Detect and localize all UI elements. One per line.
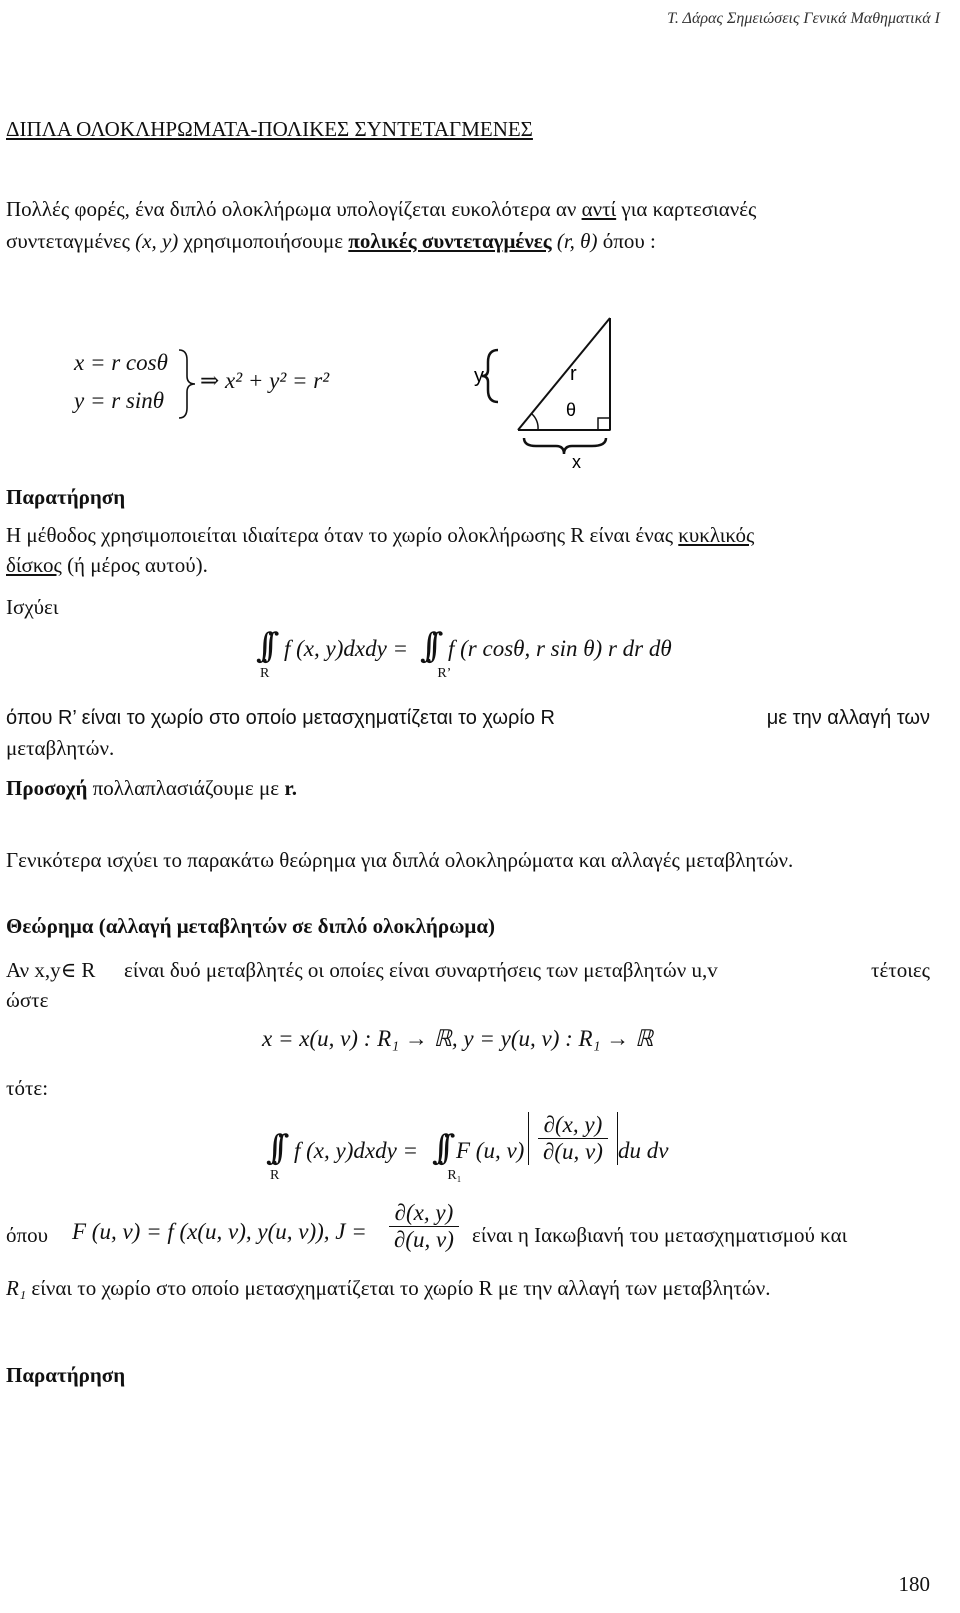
holds-label: Ισχύει xyxy=(6,595,59,619)
jacobian-abs xyxy=(528,1112,618,1165)
care-note xyxy=(6,773,297,803)
intro-line-1 xyxy=(6,194,756,224)
page-number: 180 xyxy=(898,1572,930,1596)
then-label: τότε: xyxy=(6,1076,49,1100)
mapping-formula: x = x(u, v) : R₁ → ℝ, y = y(u, v) : R₁ → ℝ xyxy=(262,1026,654,1051)
rhs-F: F (u, v) xyxy=(456,1138,525,1163)
care-bold: Προσοχή xyxy=(6,776,88,800)
jacobian-fraction xyxy=(537,1112,609,1165)
rhs-differentials: du dv xyxy=(618,1138,669,1163)
double-integral-sign-lhs-2: ∫∫ xyxy=(266,1128,278,1168)
figure-y-label: y xyxy=(474,365,484,387)
lhs-region-2: R xyxy=(270,1168,280,1183)
theorem-line-1a: Αν x,y∈ R xyxy=(6,958,96,982)
region-text: είναι το χωρίο στο οποίο μετασχηματίζεται το χωρίο R με την αλλαγή των μεταβλητών. xyxy=(26,1276,771,1300)
double-integral-sign-rhs: ∫∫ xyxy=(420,626,432,666)
change-of-variables-formula xyxy=(266,1108,706,1188)
intro-underlined-anti: αντί xyxy=(581,197,617,221)
rhs-region: R’ xyxy=(437,666,452,681)
remark-line-1 xyxy=(6,520,754,550)
double-integral-sign-lhs: ∫∫ xyxy=(256,626,268,666)
y-equation: y = r sinθ xyxy=(74,388,165,413)
double-integral-sign-rhs-2: ∫∫ xyxy=(432,1128,444,1168)
jacobian-description: είναι η Ιακωβιανή του μετασχηματισμού και xyxy=(472,1223,848,1247)
J-fraction xyxy=(388,1200,460,1253)
theorem-heading: Θεώρημα (αλλαγή μεταβλητών σε διπλό ολοκλήρωμα) xyxy=(6,914,496,938)
theta-arc xyxy=(532,414,538,430)
implies-equation: ⇒ x² + y² = r² xyxy=(200,368,330,393)
explain-line-1b: με την αλλαγή των xyxy=(766,707,930,729)
rhs-integrand: f (r cosθ, r sin θ) r dr dθ xyxy=(448,636,672,661)
remark-underlined-disk: δίσκος xyxy=(6,553,62,577)
intro-polar-term: πολικές συντεταγμένες xyxy=(348,229,552,253)
care-r: r. xyxy=(284,776,297,800)
theorem-line-2: ώστε xyxy=(6,988,49,1012)
remark-heading-1: Παρατήρηση xyxy=(6,485,126,509)
intro-line-2 xyxy=(6,226,656,256)
remark-heading-2: Παρατήρηση xyxy=(6,1363,126,1387)
rhs-region-2: R₁ xyxy=(447,1168,462,1183)
figure-r-label: r xyxy=(570,363,577,385)
polar-formula xyxy=(256,626,672,686)
y-brace xyxy=(482,350,498,402)
hypotenuse xyxy=(518,318,610,430)
explain-line-1a: όπου R’ είναι το χωρίο στο οποίο μετασχηματίζεται το χωρίο R xyxy=(6,707,555,729)
jacobian-numerator: ∂(x, y) xyxy=(538,1112,609,1139)
remark-line-2 xyxy=(6,550,208,580)
remark-text-a: Η μέθοδος χρησιμοποιείται ιδιαίτερα όταν το χωρίο ολοκλήρωσης R είναι ένας xyxy=(6,523,679,547)
J-numerator: ∂(x, y) xyxy=(389,1200,460,1227)
intro-r-theta: (r, θ) xyxy=(556,229,598,253)
F-definition: F (u, v) = f (x(u, v), y(u, v)), J = xyxy=(72,1219,367,1244)
J-denominator: ∂(u, v) xyxy=(394,1227,454,1252)
right-angle-mark xyxy=(598,418,610,430)
jacobian-denominator: ∂(u, v) xyxy=(543,1139,603,1164)
intro-text-d: χρησιμοποιήσουμε xyxy=(178,229,349,253)
intro-text-a: Πολλές φορές, ένα διπλό ολοκλήρωμα υπολογίζεται ευκολότερα αν xyxy=(6,197,582,221)
x-brace xyxy=(524,438,606,454)
running-header: Τ. Δάρας Σημειώσεις Γενικά Μαθηματικά Ι xyxy=(667,10,940,27)
equations-brace xyxy=(175,348,199,420)
lhs-region: R xyxy=(260,666,270,681)
polar-triangle-figure xyxy=(470,306,630,476)
theorem-line-1c: τέτοιες xyxy=(871,958,930,982)
region-description xyxy=(6,1273,770,1303)
general-statement: Γενικότερα ισχύει το παρακάτω θεώρημα για διπλά ολοκληρώματα και αλλαγές μεταβλητών. xyxy=(6,848,794,872)
section-title: ΔΙΠΛΑ ΟΛΟΚΛΗΡΩΜΑΤΑ-ΠΟΛΙΚΕΣ ΣΥΝΤΕΤΑΓΜΕΝΕΣ xyxy=(6,117,533,141)
intro-text-c: συντεταγμένες xyxy=(6,229,136,253)
theorem-line-1b: είναι δυό μεταβλητές οι οποίες είναι συναρτήσεις των μεταβλητών u,v xyxy=(124,958,718,982)
care-text: πολλαπλασιάζουμε με xyxy=(87,776,285,800)
figure-lines xyxy=(482,318,610,454)
figure-x-label: x xyxy=(572,452,581,472)
remark-underlined-circular: κυκλικός xyxy=(678,523,755,547)
x-equation: x = r cosθ xyxy=(74,350,168,375)
remark-text-b: (ή μέρος αυτού). xyxy=(61,553,208,577)
lhs-integrand-2: f (x, y)dxdy = xyxy=(294,1138,419,1163)
intro-text-e: όπου : xyxy=(597,229,656,253)
explain-line-2: μεταβλητών. xyxy=(6,736,115,760)
where-label: όπου xyxy=(6,1223,48,1247)
intro-text-b: για καρτεσιανές xyxy=(616,197,757,221)
figure-theta-label: θ xyxy=(566,400,577,420)
region-R1: R₁ xyxy=(6,1276,27,1300)
lhs-integrand: f (x, y)dxdy = xyxy=(284,636,409,661)
intro-xy: (x, y) xyxy=(135,229,179,253)
